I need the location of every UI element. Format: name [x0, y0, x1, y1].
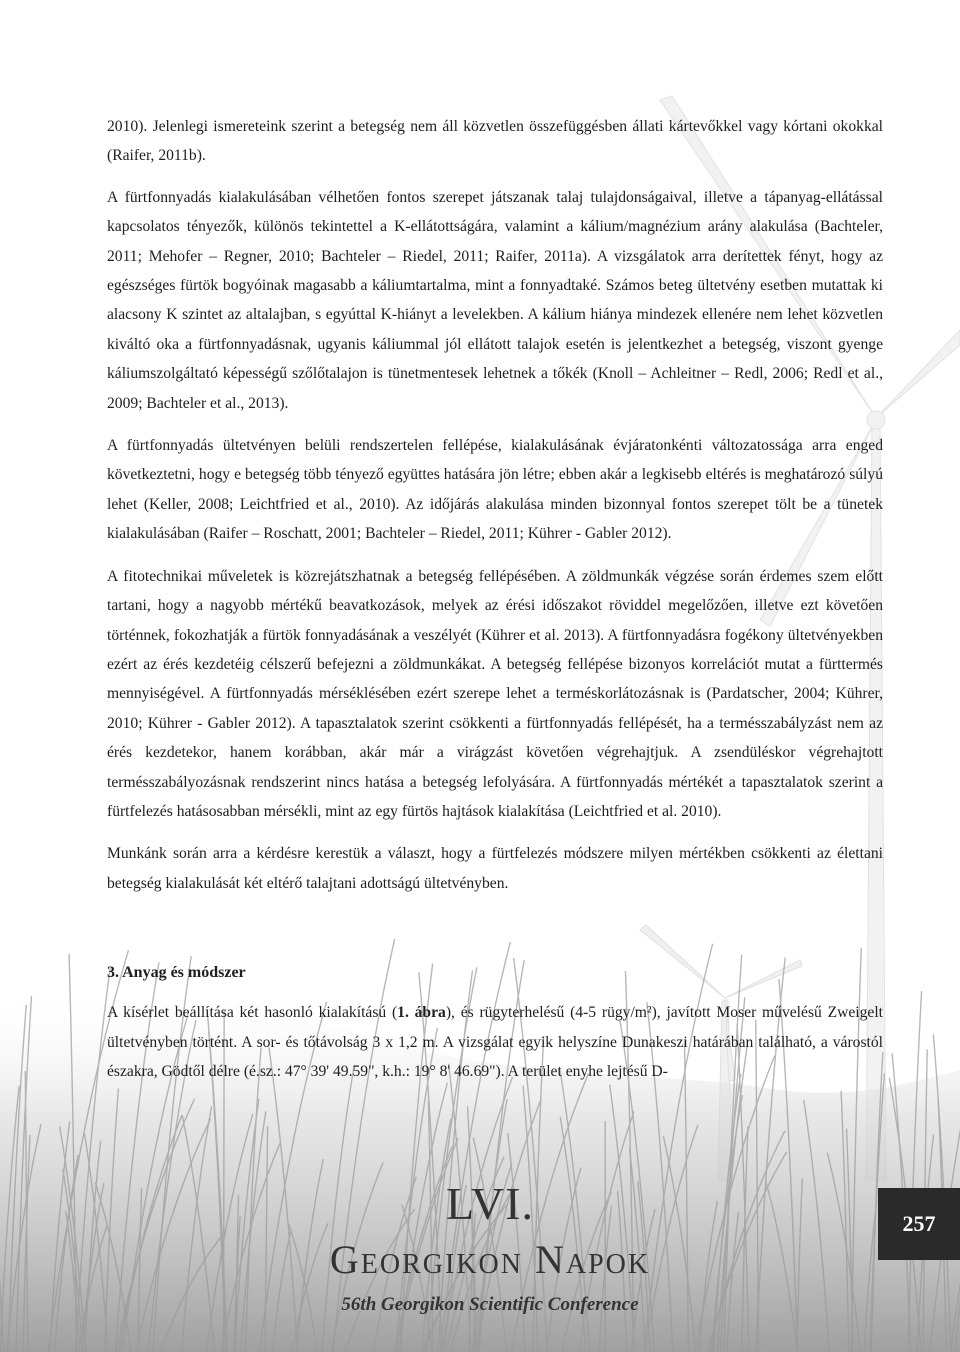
conference-footer	[300, 1178, 680, 1318]
paragraph-2: A fürtfonnyadás kialakulásában vélhetően fontos szerepet játszanak talaj tulajdonságaival, illetve a tápanyag-ellátással kapcsolatos tényezők, különös tekintettel a K-ellátottságára, valamint a kálium/magnézium arány alakulása (Bachteler, 2011; Mehofer – Regner, 2010; Bachteler – Riedel, 2011; Raifer, 2011a). A vizsgálatok arra derítettek fényt, hogy az egészséges fürtök bogyóinak magasabb a káliumtartalma, mint a fonnyadtaké. Számos beteg ültetvény esetben mutattak ki alacsony K szintet az altalajban, s egyúttal K-hiányt a levelekben. A kálium hiánya mindezek ellenére nem lehet közvetlen kiváltó oka a fürtfonnyadásnak, ugyanis káliummal jól ellátott talajok esetén is jelentkezhet a betegség, viszont gyenge káliumszolgáltató képességű szőlőtalajon is tünetmentesek lehetnek a tőkék (Knoll – Achleitner – Redl, 2006; Redl et al., 2009; Bachteler et al., 2013).	[107, 188, 883, 412]
method-text-end: ), és rügyterhelésű (4-5 rügy/m²), javított Moser művelésű Zweigelt ültetvényben történt. A sor- és tőtávolság 3 x 1,2 m. A vizsgálat egyik helyszíne Dunakeszi határában található, a várostól északra, Gödtől délre (é.sz.: 47° 39' 49.59", k.h.: 19° 8' 46.69"). A terület enyhe lejtésű D-	[107, 1004, 884, 1080]
method-paragraph	[107, 998, 883, 1086]
paragraph-5: Munkánk során arra a kérdésre kerestük a választ, hogy a fürtfelezés módszere milyen mértékben csökkenti az élettani betegség kialakulását két eltérő talajtani adottságú ültetvényben.	[107, 845, 883, 892]
page-number-box	[878, 1188, 960, 1260]
conference-title: Georgikon Napok	[329, 1237, 651, 1282]
paragraph-1: 2010). Jelenlegi ismereteink szerint a betegség nem áll közvetlen összefüggésben állati kártevőkkel vagy kórtani okokkal (Raifer, 2011b).	[107, 118, 883, 165]
conference-subtitle: 56th Georgikon Scientific Conference	[341, 1294, 639, 1315]
conference-number: LVI.	[446, 1178, 534, 1229]
section-heading: 3. Anyag és módszer	[107, 964, 246, 982]
method-text-start: A kísérlet beállítása két hasonló kialakítású (	[107, 1004, 398, 1022]
body-text	[107, 112, 883, 1099]
page-number: 257	[902, 1211, 936, 1236]
paragraph-4: A fitotechnikai műveletek is közrejátszhatnak a betegség fellépésében. A zöldmunkák végzése során érdemes szem előtt tartani, hogy a nagyobb mértékű beavatkozások, melyek az érési időszakot röviddel megelőzően, illetve ezt követően történnek, fokozhatják a fürtök fonnyadásának a veszélyét (Kührer et al. 2013). A fürtfonnyadásra fogékony ültetvényekben ezért az érés kezdetéig célszerű befejezni a zöldmunkákat. A betegség fellépése bizonyos korrelációt mutat a fürttermés mennyiségével. A fürtfonnyadás mérséklésében ezért szerepe lehet a terméskorlátozásnak is (Pardatscher, 2004; Kührer, 2010; Kührer - Gabler 2012). A tapasztalatok szerint csökkenti a fürtfonnyadás fellépését, ha a termésszabályzást nem az érés kezdetekor, hanem korábban, akár már a virágzást követően végrehajtjuk. A zsendüléskor végrehajtott termésszabályozásnak rendszerint nincs hatása a betegség lefolyására. A fürtfonnyadás mértékét a tapasztalatok szerint a fürtfelezés hatásosabban mérsékli, mint az egy fürtös hajtások kialakítása (Leichtfried et al. 2010).	[107, 567, 883, 820]
paragraph-3: A fürtfonnyadás ültetvényen belüli rendszertelen fellépése, kialakulásának évjáratonkénti változatossága arra enged következtetni, hogy e betegség több tényező együttes hatására jön létre; ebben akár a legkisebb eltérés is meghatározó súlyú lehet (Keller, 2008; Leichtfried et al., 2010). Az időjárás alakulása minden bizonnyal fontos szerepet tölt be a tünetek kialakulásában (Raifer – Roschatt, 2001; Bachteler – Riedel, 2011; Kührer - Gabler 2012).	[107, 437, 883, 543]
figure-reference: 1. ábra	[397, 1004, 446, 1022]
